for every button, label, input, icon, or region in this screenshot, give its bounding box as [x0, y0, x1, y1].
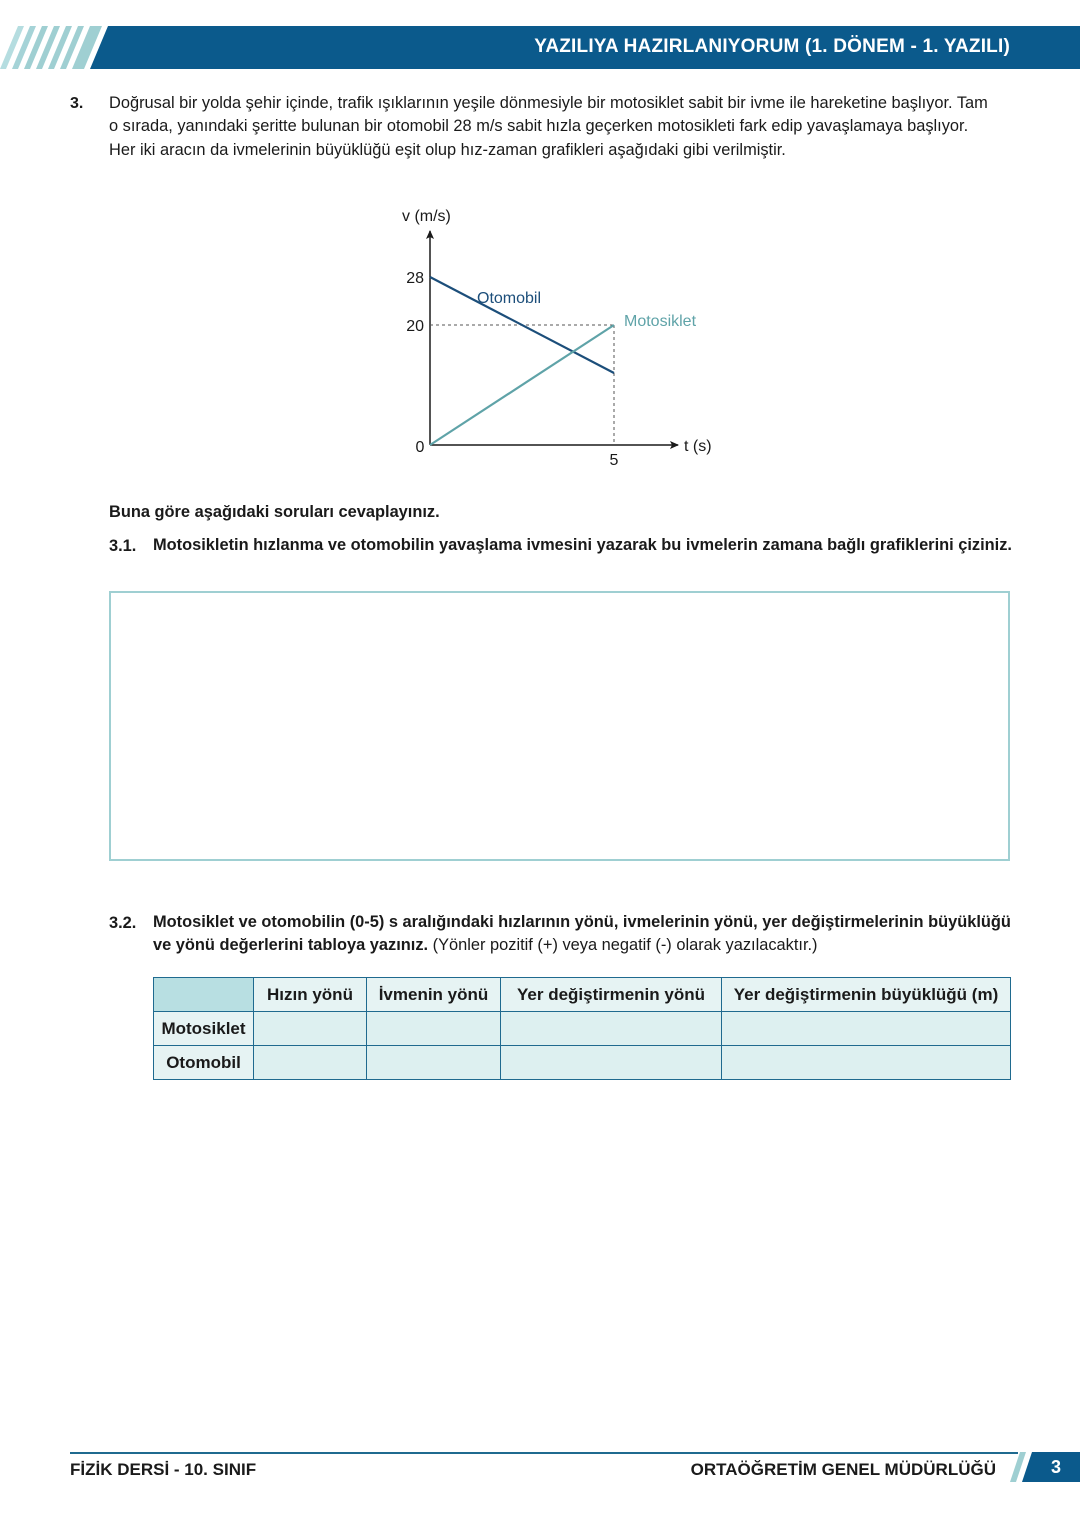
subquestion-2-bold: Motosiklet ve otomobilin (0-5) s aralığındaki hızlarının yönü, ivmelerinin yönü, yer değiştirmelerinin büyüklüğü ve yönü değerlerini tabloya yazınız. — [153, 913, 1011, 955]
answer-box[interactable] — [109, 591, 1010, 861]
table-cell[interactable] — [722, 1046, 1011, 1080]
table-header-row — [154, 978, 1011, 1012]
table-header: Yer değiştirmenin büyüklüğü (m) — [722, 978, 1011, 1012]
page-tab — [1010, 1452, 1080, 1482]
table-cell[interactable] — [501, 1046, 722, 1080]
y-tick-label: 28 — [406, 270, 424, 287]
page-number: 3 — [1050, 1457, 1061, 1477]
footer-publisher: ORTAÖĞRETİM GENEL MÜDÜRLÜĞÜ — [690, 1460, 996, 1479]
subquestion-2-note: (Yönler pozitif (+) veya negatif (-) olarak yazılacaktır.) — [428, 936, 818, 955]
x-tick-label: 5 — [609, 452, 619, 469]
question-number: 3. — [70, 95, 84, 112]
series-label-otomobil: Otomobil — [477, 290, 542, 307]
table-row — [154, 1012, 1011, 1046]
instruction-text: Buna göre aşağıdaki soruları cevaplayınız. — [109, 503, 440, 521]
origin-label: 0 — [415, 439, 425, 456]
table-row-label: Otomobil — [154, 1046, 254, 1080]
subquestion-1-number: 3.1. — [109, 537, 137, 555]
subquestion-2-number: 3.2. — [109, 914, 137, 932]
header-title: YAZILIYA HAZIRLANIYORUM (1. DÖNEM - 1. YAZILI) — [534, 36, 1010, 57]
header-stripes — [0, 26, 102, 69]
table-cell[interactable] — [254, 1012, 367, 1046]
footer-divider — [70, 1452, 1018, 1454]
table-header: İvmenin yönü — [367, 978, 501, 1012]
x-axis-label: t (s) — [684, 438, 712, 455]
answer-table — [153, 977, 1011, 1080]
subquestion-2-text — [153, 911, 1013, 958]
velocity-time-chart — [380, 195, 730, 475]
y-axis-label: v (m/s) — [402, 208, 451, 225]
table-row — [154, 1046, 1011, 1080]
table-cell[interactable] — [254, 1046, 367, 1080]
question-text: Doğrusal bir yolda şehir içinde, trafik ışıklarının yeşile dönmesiyle bir motosiklet sabit bir ivme ile hareketine başlıyor. Tam o sırada, yanındaki şeritte bulunan bir otomobil 28 m/s sabit hızla geçerken motosikleti fark edip yavaşlamaya başlıyor. Her iki aracın da ivmelerinin büyüklüğü eşit olup hız-zaman grafikleri aşağıdaki gibi verilmiştir. — [109, 94, 988, 159]
subquestion-1-text: Motosikletin hızlanma ve otomobilin yavaşlama ivmesini yazarak bu ivmelerin zamana bağlı grafiklerini çiziniz. — [153, 536, 1012, 554]
table-header: Yer değiştirmenin yönü — [501, 978, 722, 1012]
table-cell[interactable] — [722, 1012, 1011, 1046]
table-row-label: Motosiklet — [154, 1012, 254, 1046]
table-cell[interactable] — [367, 1012, 501, 1046]
table-header: Hızın yönü — [254, 978, 367, 1012]
y-tick-label: 20 — [406, 318, 424, 335]
footer-course: FİZİK DERSİ - 10. SINIF — [70, 1460, 257, 1479]
series-line-motosiklet — [430, 325, 614, 445]
table-cell[interactable] — [367, 1046, 501, 1080]
table-cell[interactable] — [501, 1012, 722, 1046]
table-corner-cell — [154, 978, 254, 1012]
series-label-motosiklet: Motosiklet — [624, 313, 697, 330]
